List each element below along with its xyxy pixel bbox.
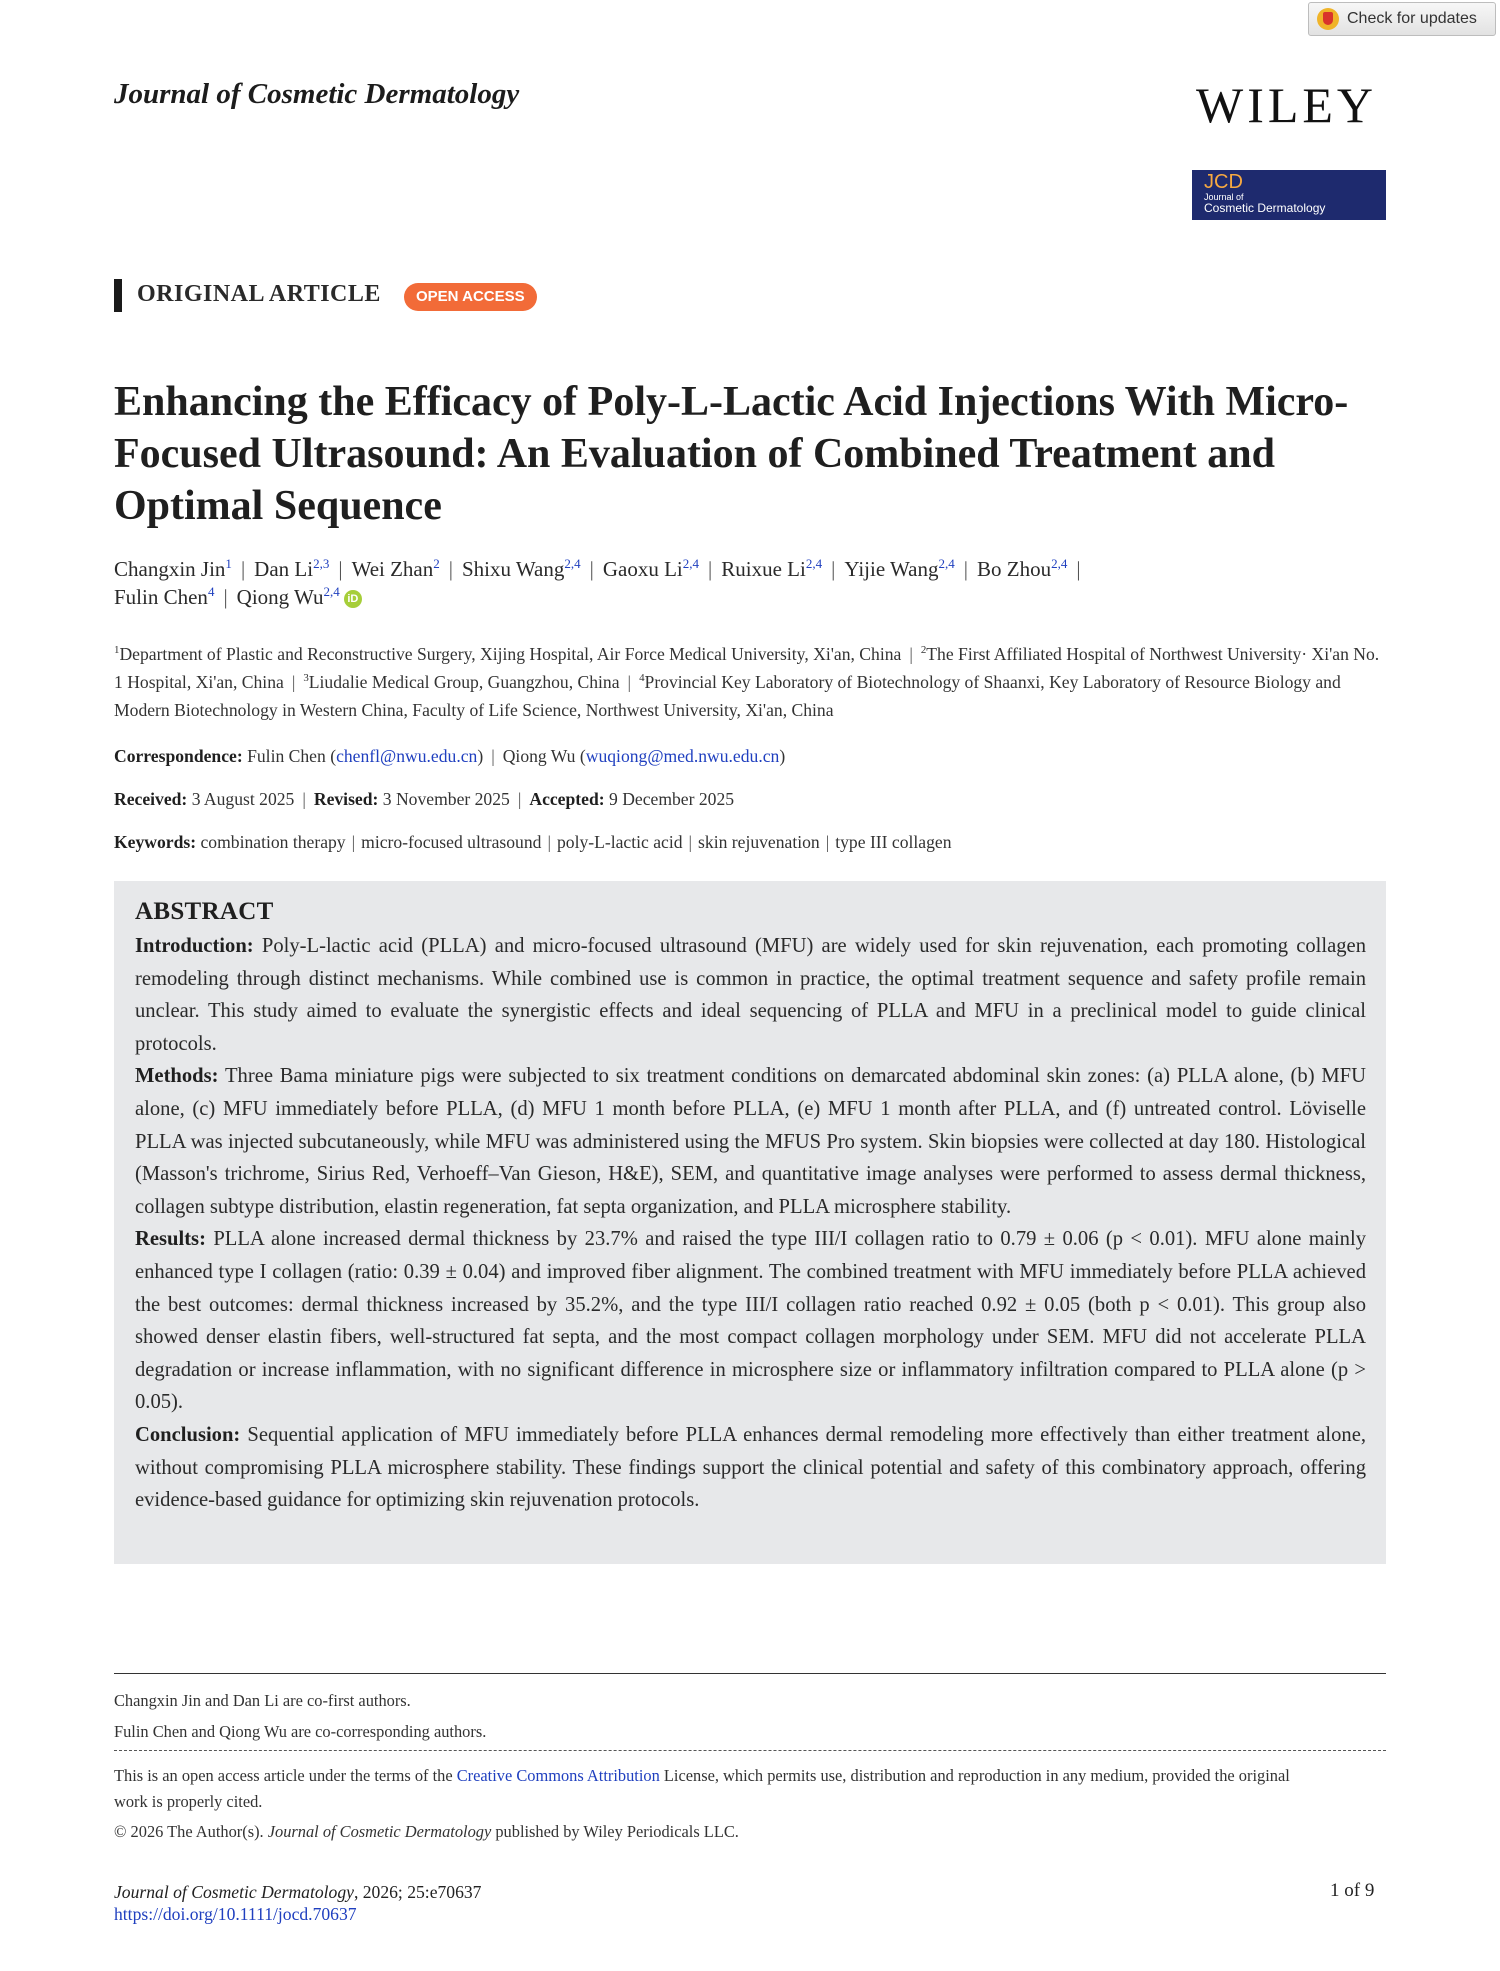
article-title: Enhancing the Efficacy of Poly-L-Lactic Acid Injections With Micro-Focused Ultrasound: An Evaluation of Combined Treatment and Optimal Sequence: [114, 379, 1349, 529]
author[interactable]: Shixu Wang$^{2,4}$: [462, 556, 581, 581]
author[interactable]: Changxin Jin$^1$: [114, 556, 232, 581]
author[interactable]: Yijie Wang$^{2,4}$: [844, 556, 955, 581]
author[interactable]: Ruixue Li$^{2,4}$: [721, 556, 823, 581]
email-link[interactable]: wuqiong@med.nwu.edu.cn: [585, 746, 780, 766]
check-for-updates-label: Check for updates: [1347, 10, 1477, 27]
author[interactable]: Fulin Chen$^4$: [114, 584, 215, 609]
check-for-updates-button[interactable]: [1308, 2, 1496, 36]
author[interactable]: Gaoxu Li$^{2,4}$: [602, 556, 700, 581]
publisher-logo: WILEY: [1196, 77, 1378, 133]
license-link[interactable]: Creative Commons Attribution: [456, 1766, 660, 1785]
author[interactable]: Dan Li$^{2,3}$: [254, 556, 330, 581]
co-corresponding-note: Fulin Chen and Qiong Wu are co-corresponding authors.: [114, 1722, 487, 1741]
journal-name: Journal of Cosmetic Dermatology: [114, 78, 520, 110]
crossmark-icon: [1317, 8, 1339, 30]
keywords: Keywords: combination therapy | micro-focused ultrasound | poly-L-lactic acid | skin rejuvenation | type III collagen: [114, 832, 952, 852]
footnote-divider: [114, 1673, 1386, 1674]
abstract-introduction: Introduction: Poly-L-lactic acid (PLLA) and micro-focused ultrasound (MFU) are widely used for skin rejuvenation, each promoting collagen remodeling through distinct mechanisms. While combined use is common in practice, the optimal treatment sequence and safety profile remain unclear. This study aimed to evaluate the synergistic effects and ideal sequencing of PLLA and MFU in a preclinical model to guide clinical protocols.: [135, 935, 1366, 1055]
co-first-note: Changxin Jin and Dan Li are co-first authors.: [114, 1691, 411, 1710]
orcid-icon[interactable]: iD: [344, 590, 362, 608]
article-type: ORIGINAL ARTICLE: [137, 281, 381, 307]
affiliations: $^1$Department of Plastic and Reconstructive Surgery, Xijing Hospital, Air Force Medical University, Xi'an, China | $^2$The First Affiliated Hospital of Northwest University· Xi'an No. 1 Hospital, Xi'an, China | $^3$Liudalie Medical Group, Guangzhou, China | $^4$Provincial Key Laboratory of Biotechnology of Shaanxi, Key Laboratory of Resource Biology and Modern Biotechnology in Western China, Faculty of Life Science, Northwest University, Xi'an, China: [114, 644, 1380, 720]
doi-link[interactable]: https://doi.org/10.1111/jocd.70637: [114, 1904, 357, 1924]
copyright-note: © 2026 The Author(s). Journal of Cosmetic Dermatology published by Wiley Periodicals LLC.: [114, 1822, 739, 1841]
author[interactable]: Qiong Wu$^{2,4}$: [236, 584, 340, 609]
abstract-results: Results: PLLA alone increased dermal thickness by 23.7% and raised the type III/I collagen ratio to 0.79 ± 0.06 (p < 0.01). MFU alone mainly enhanced type I collagen (ratio: 0.39 ± 0.04) and improved fiber alignment. The combined treatment with MFU immediately before PLLA achieved the best outcomes: dermal thickness increased by 35.2%, and the type III/I collagen ratio reached 0.92 ± 0.05 (both p < 0.01). This group also showed denser elastin fibers, well-structured fat septa, and the most compact collagen morphology under SEM. MFU did not accelerate PLLA degradation or increase inflammation, with no significant difference in microsphere size or inflammatory infiltration compared to PLLA alone (p > 0.05).: [135, 1228, 1366, 1414]
page-number: 1 of 9: [1330, 1880, 1375, 1901]
cover-abbr: JCD: [1204, 171, 1243, 193]
abstract-methods: Methods: Three Bama miniature pigs were subjected to six treatment conditions on demarcated abdominal skin zones: (a) PLLA alone, (b) MFU alone, (c) MFU immediately before PLLA, (d) MFU 1 month before PLLA, (e) MFU 1 month after PLLA, and (f) untreated control. Löviselle PLLA was injected subcutaneously, while MFU was administered using the MFUS Pro system. Skin biopsies were collected at day 180. Histological (Masson's trichrome, Sirius Red, Verhoeff–Van Gieson, H&E), SEM, and quantitative image analyses were performed to assess dermal thickness, collagen subtype distribution, elastin regeneration, fat septa organization, and PLLA microsphere stability.: [135, 1065, 1367, 1218]
cover-line2: Cosmetic Dermatology: [1204, 201, 1326, 215]
license-note: This is an open access article under the terms of the Creative Commons Attribution License, which permits use, distribution and reproduction in any medium, provided the original work is properly cited.: [114, 1766, 1290, 1811]
cover-line1: Journal of: [1204, 192, 1244, 202]
abstract-heading: ABSTRACT: [135, 898, 274, 925]
author[interactable]: Bo Zhou$^{2,4}$: [977, 556, 1068, 581]
author[interactable]: Wei Zhan$^2$: [351, 556, 440, 581]
correspondence: Correspondence: Fulin Chen (chenfl@nwu.edu.cn) | Qiong Wu (wuqiong@med.nwu.edu.cn): [114, 746, 786, 766]
author-list: Changxin Jin$^1$ | Dan Li$^{2,3}$ | Wei Zhan$^2$ | Shixu Wang$^{2,4}$ | Gaoxu Li$^{2,4}$ | Ruixue Li$^{2,4}$ | Yijie Wang$^{2,4}$ | Bo Zhou$^{2,4}$ | Fulin Chen$^4$ | Qiong Wu$^{2,4}$ iD: [114, 556, 1081, 609]
journal-cover-logo: [1192, 170, 1386, 220]
email-link[interactable]: chenfl@nwu.edu.cn: [336, 746, 478, 766]
license-divider: [114, 1750, 1386, 1751]
open-access-badge[interactable]: OPEN ACCESS: [404, 283, 537, 311]
article-type-bar: [114, 279, 122, 312]
article-dates: Received: 3 August 2025 | Revised: 3 November 2025 | Accepted: 9 December 2025: [114, 789, 735, 809]
footer-citation: Journal of Cosmetic Dermatology, 2026; 25:e70637: [114, 1882, 482, 1902]
abstract-conclusion: Conclusion: Sequential application of MFU immediately before PLLA enhances dermal remodeling more effectively than either treatment alone, without compromising PLLA microsphere stability. These findings support the clinical potential and safety of this combinatory approach, offering evidence-based guidance for optimizing skin rejuvenation protocols.: [135, 1423, 1366, 1512]
abstract-body: [135, 930, 1366, 1517]
